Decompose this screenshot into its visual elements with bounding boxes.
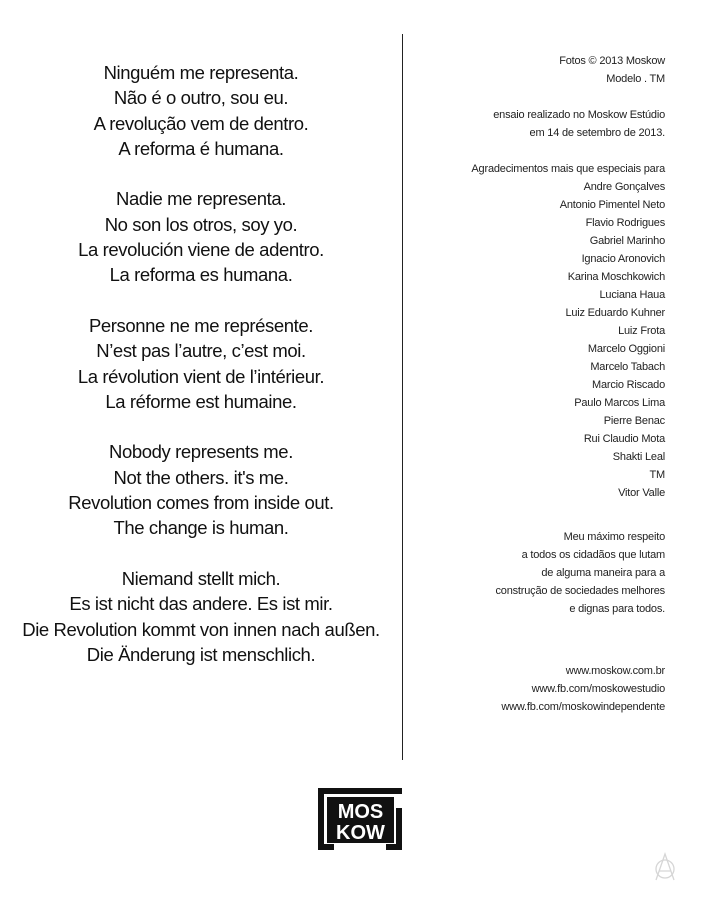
respect-line: Meu máximo respeito [563,531,665,543]
thanks-name: Paulo Marcos Lima [574,397,665,409]
respect-line: construção de sociedades melhores [495,585,665,597]
poem-line: Nobody represents me. [109,441,293,463]
thanks-title: Agradecimentos mais que especiais para [471,163,665,175]
poem-line: The change is human. [113,517,289,539]
poem [0,60,402,692]
poem-line: Es ist nicht das andere. Es ist mir. [69,593,333,615]
poem-line: No son los otros, soy yo. [104,213,298,235]
thanks-name: Luiz Frota [618,325,665,337]
vertical-divider [402,34,403,760]
poem-line: La réforme est humaine. [105,390,297,412]
respect-line: e dignas para todos. [569,603,665,615]
poem-line: A revolução vem de dentro. [93,112,309,134]
poem-line: Nadie me representa. [116,188,286,210]
stanza-german [0,566,402,667]
stanza-english [0,439,402,540]
poem-line: La révolution vient de l’intérieur. [77,365,325,387]
website-link[interactable]: www.moskow.com.br [565,665,665,677]
credits-column [471,52,665,716]
poem-line: A reforma é humana. [118,137,284,159]
thanks-name: Marcelo Tabach [590,361,665,373]
poem-line: Não é o outro, sou eu. [113,87,289,109]
thanks-name: Shakti Leal [612,451,665,463]
poem-line: N’est pas l’autre, c’est moi. [96,340,306,362]
facebook-studio-link[interactable]: www.fb.com/moskowestudio [531,683,665,695]
poem-line: Revolution comes from inside out. [68,492,334,514]
respect-line: a todos os cidadãos que lutam [521,549,665,561]
thanks-name: TM [649,469,665,481]
logo-text-bottom: KOW [336,822,385,844]
thanks-name: Karina Moschkowich [567,271,665,283]
thanks-name: Marcelo Oggioni [587,343,665,355]
photo-credit: Fotos © 2013 Moskow [559,55,665,67]
thanks-name: Pierre Benac [603,415,665,427]
thanks-name: Antonio Pimentel Neto [559,199,665,211]
logo-text-top: MOS [337,801,384,823]
poem-line: La revolución viene de adentro. [78,239,324,261]
poem-line: Personne ne me représente. [88,314,314,336]
model-credit: Modelo . TM [606,73,665,85]
poem-line: Die Revolution kommt von innen nach außen. [22,618,380,640]
poem-line: La reforma es humana. [109,264,293,286]
poem-line: Die Änderung ist menschlich. [86,643,316,665]
thanks-name: Ignacio Aronovich [581,253,665,265]
thanks-name: Luciana Haua [599,289,665,301]
anarchy-symbol-icon [652,852,678,882]
stanza-spanish [0,186,402,287]
respect-line: de alguma maneira para a [541,567,665,579]
thanks-name: Luiz Eduardo Kuhner [565,307,665,319]
shoot-info-line: ensaio realizado no Moskow Estúdio [493,109,665,121]
thanks-name: Marcio Riscado [591,379,665,391]
poem-line: Not the others. it's me. [113,466,289,488]
thanks-name: Flavio Rodrigues [585,217,665,229]
thanks-name: Vitor Valle [618,487,665,499]
facebook-independente-link[interactable]: www.fb.com/moskowindependente [501,701,665,713]
stanza-french [0,313,402,414]
stanza-portuguese [0,60,402,161]
shoot-info-line: em 14 de setembro de 2013. [529,127,665,139]
moskow-logo [318,788,402,850]
poem-line: Niemand stellt mich. [121,567,281,589]
thanks-name: Gabriel Marinho [589,235,665,247]
poem-line: Ninguém me representa. [103,62,299,83]
thanks-name: Rui Claudio Mota [583,433,665,445]
thanks-name: Andre Gonçalves [583,181,665,193]
